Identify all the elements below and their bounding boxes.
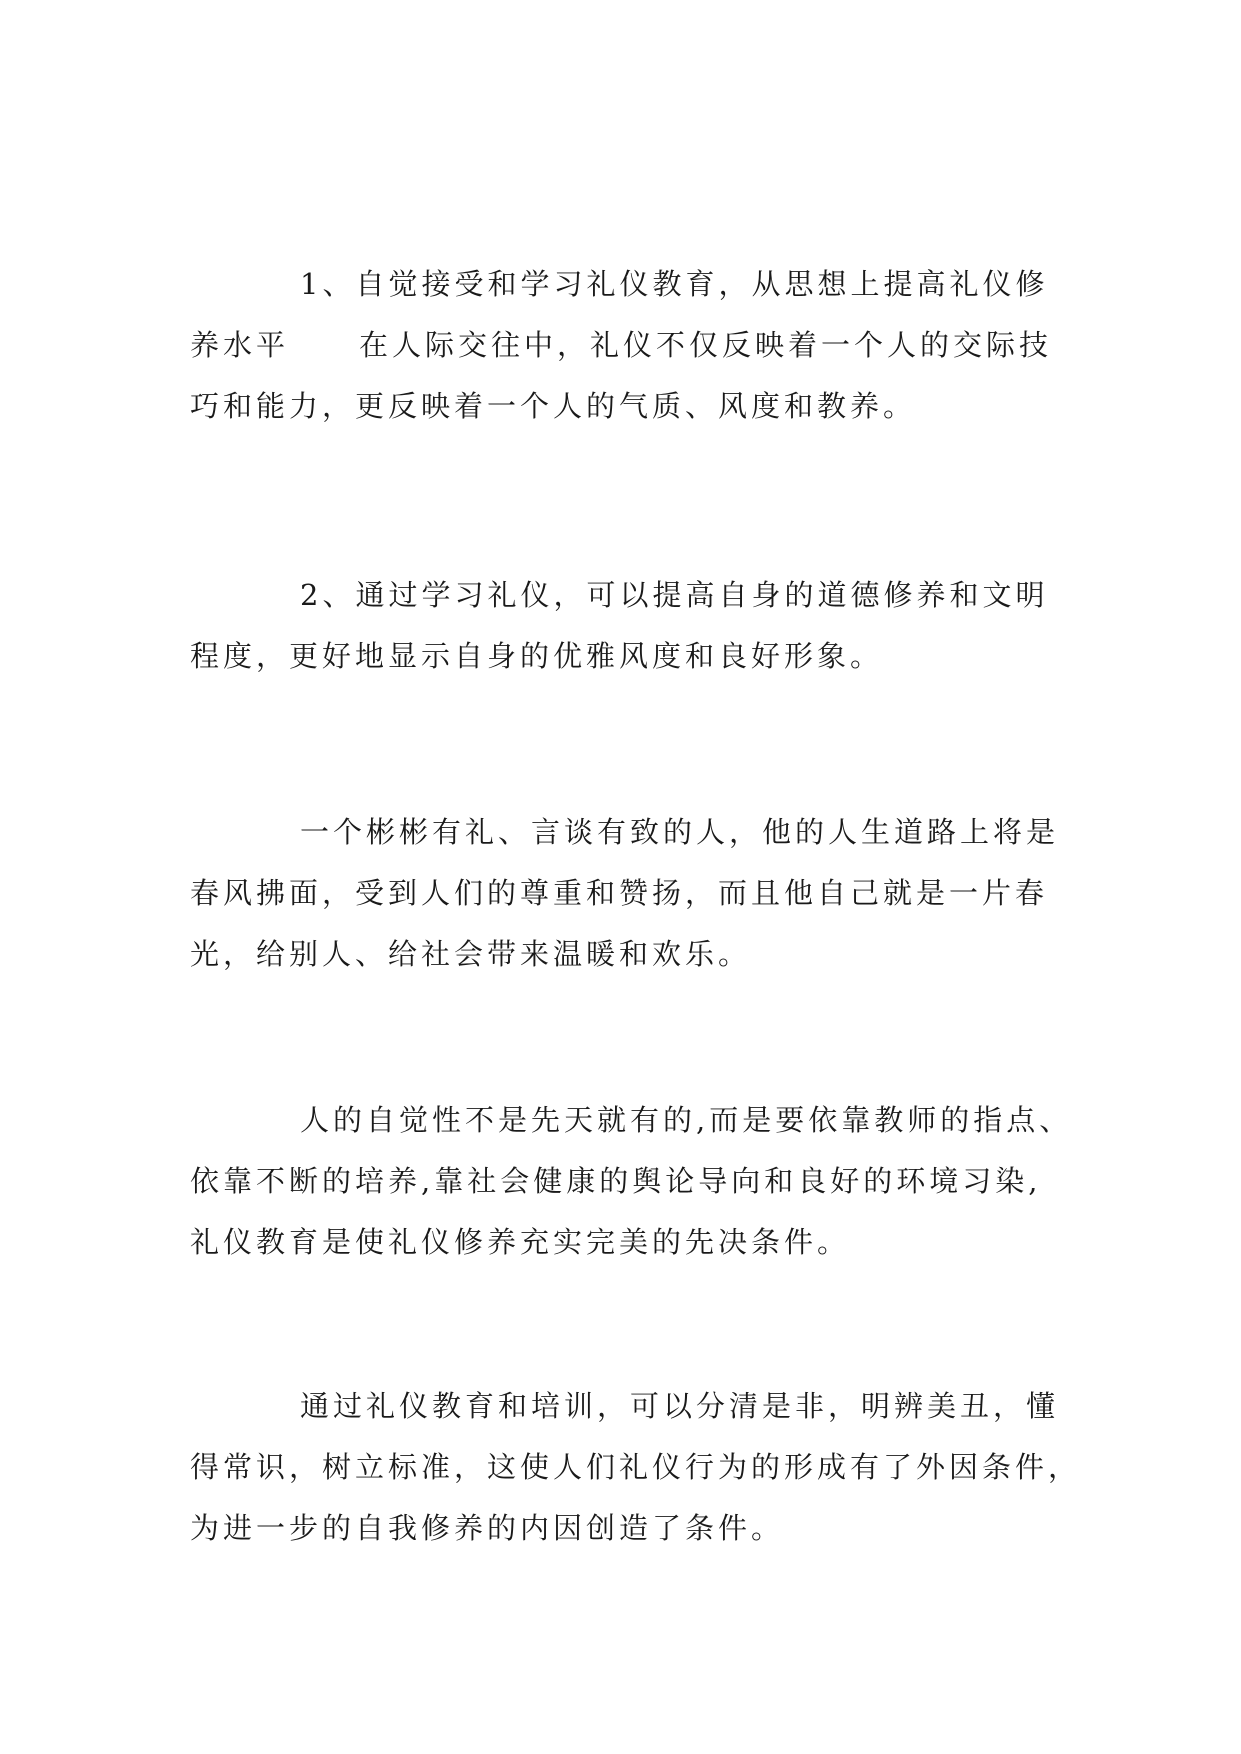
paragraph-line: 2、通过学习礼仪，可以提高自身的道德修养和文明 <box>300 578 1049 612</box>
paragraph-line: 依靠不断的培养,靠社会健康的舆论导向和良好的环境习染, <box>190 1164 1042 1198</box>
paragraph-line: 通过礼仪教育和培训，可以分清是非，明辨美丑，懂 <box>300 1389 1060 1423</box>
inline-text: 在人际交往中，礼仪不仅反映着一个人的交际技 <box>359 328 1053 362</box>
paragraph-3 <box>190 802 1060 985</box>
paragraph-line: 为进一步的自我修养的内因创造了条件。 <box>190 1511 785 1545</box>
paragraph-line: 春风拂面，受到人们的尊重和赞扬，而且他自己就是一片春 <box>190 876 1049 910</box>
paragraph-line: 光，给别人、给社会带来温暖和欢乐。 <box>190 937 752 971</box>
inline-heading-tail: 养水平 <box>190 328 290 362</box>
paragraph-line: 得常识，树立标准，这使人们礼仪行为的形成有了外因条件， <box>190 1450 1082 1484</box>
paragraph-line: 1、自觉接受和学习礼仪教育，从思想上提高礼仪修 <box>300 267 1049 301</box>
paragraph-line: 巧和能力，更反映着一个人的气质、风度和教养。 <box>190 389 917 423</box>
paragraph-1 <box>190 254 1060 437</box>
paragraph-line: 程度，更好地显示自身的优雅风度和良好形象。 <box>190 639 884 673</box>
paragraph-line: 人的自觉性不是先天就有的,而是要依靠教师的指点、 <box>300 1103 1073 1137</box>
paragraph-5 <box>190 1376 1082 1559</box>
paragraph-2 <box>190 565 1060 687</box>
paragraph-line: 礼仪教育是使礼仪修养充实完美的先决条件。 <box>190 1225 851 1259</box>
paragraph-4 <box>190 1090 1073 1273</box>
paragraph-line <box>190 315 1060 376</box>
paragraph-line: 一个彬彬有礼、言谈有致的人，他的人生道路上将是 <box>300 815 1060 849</box>
